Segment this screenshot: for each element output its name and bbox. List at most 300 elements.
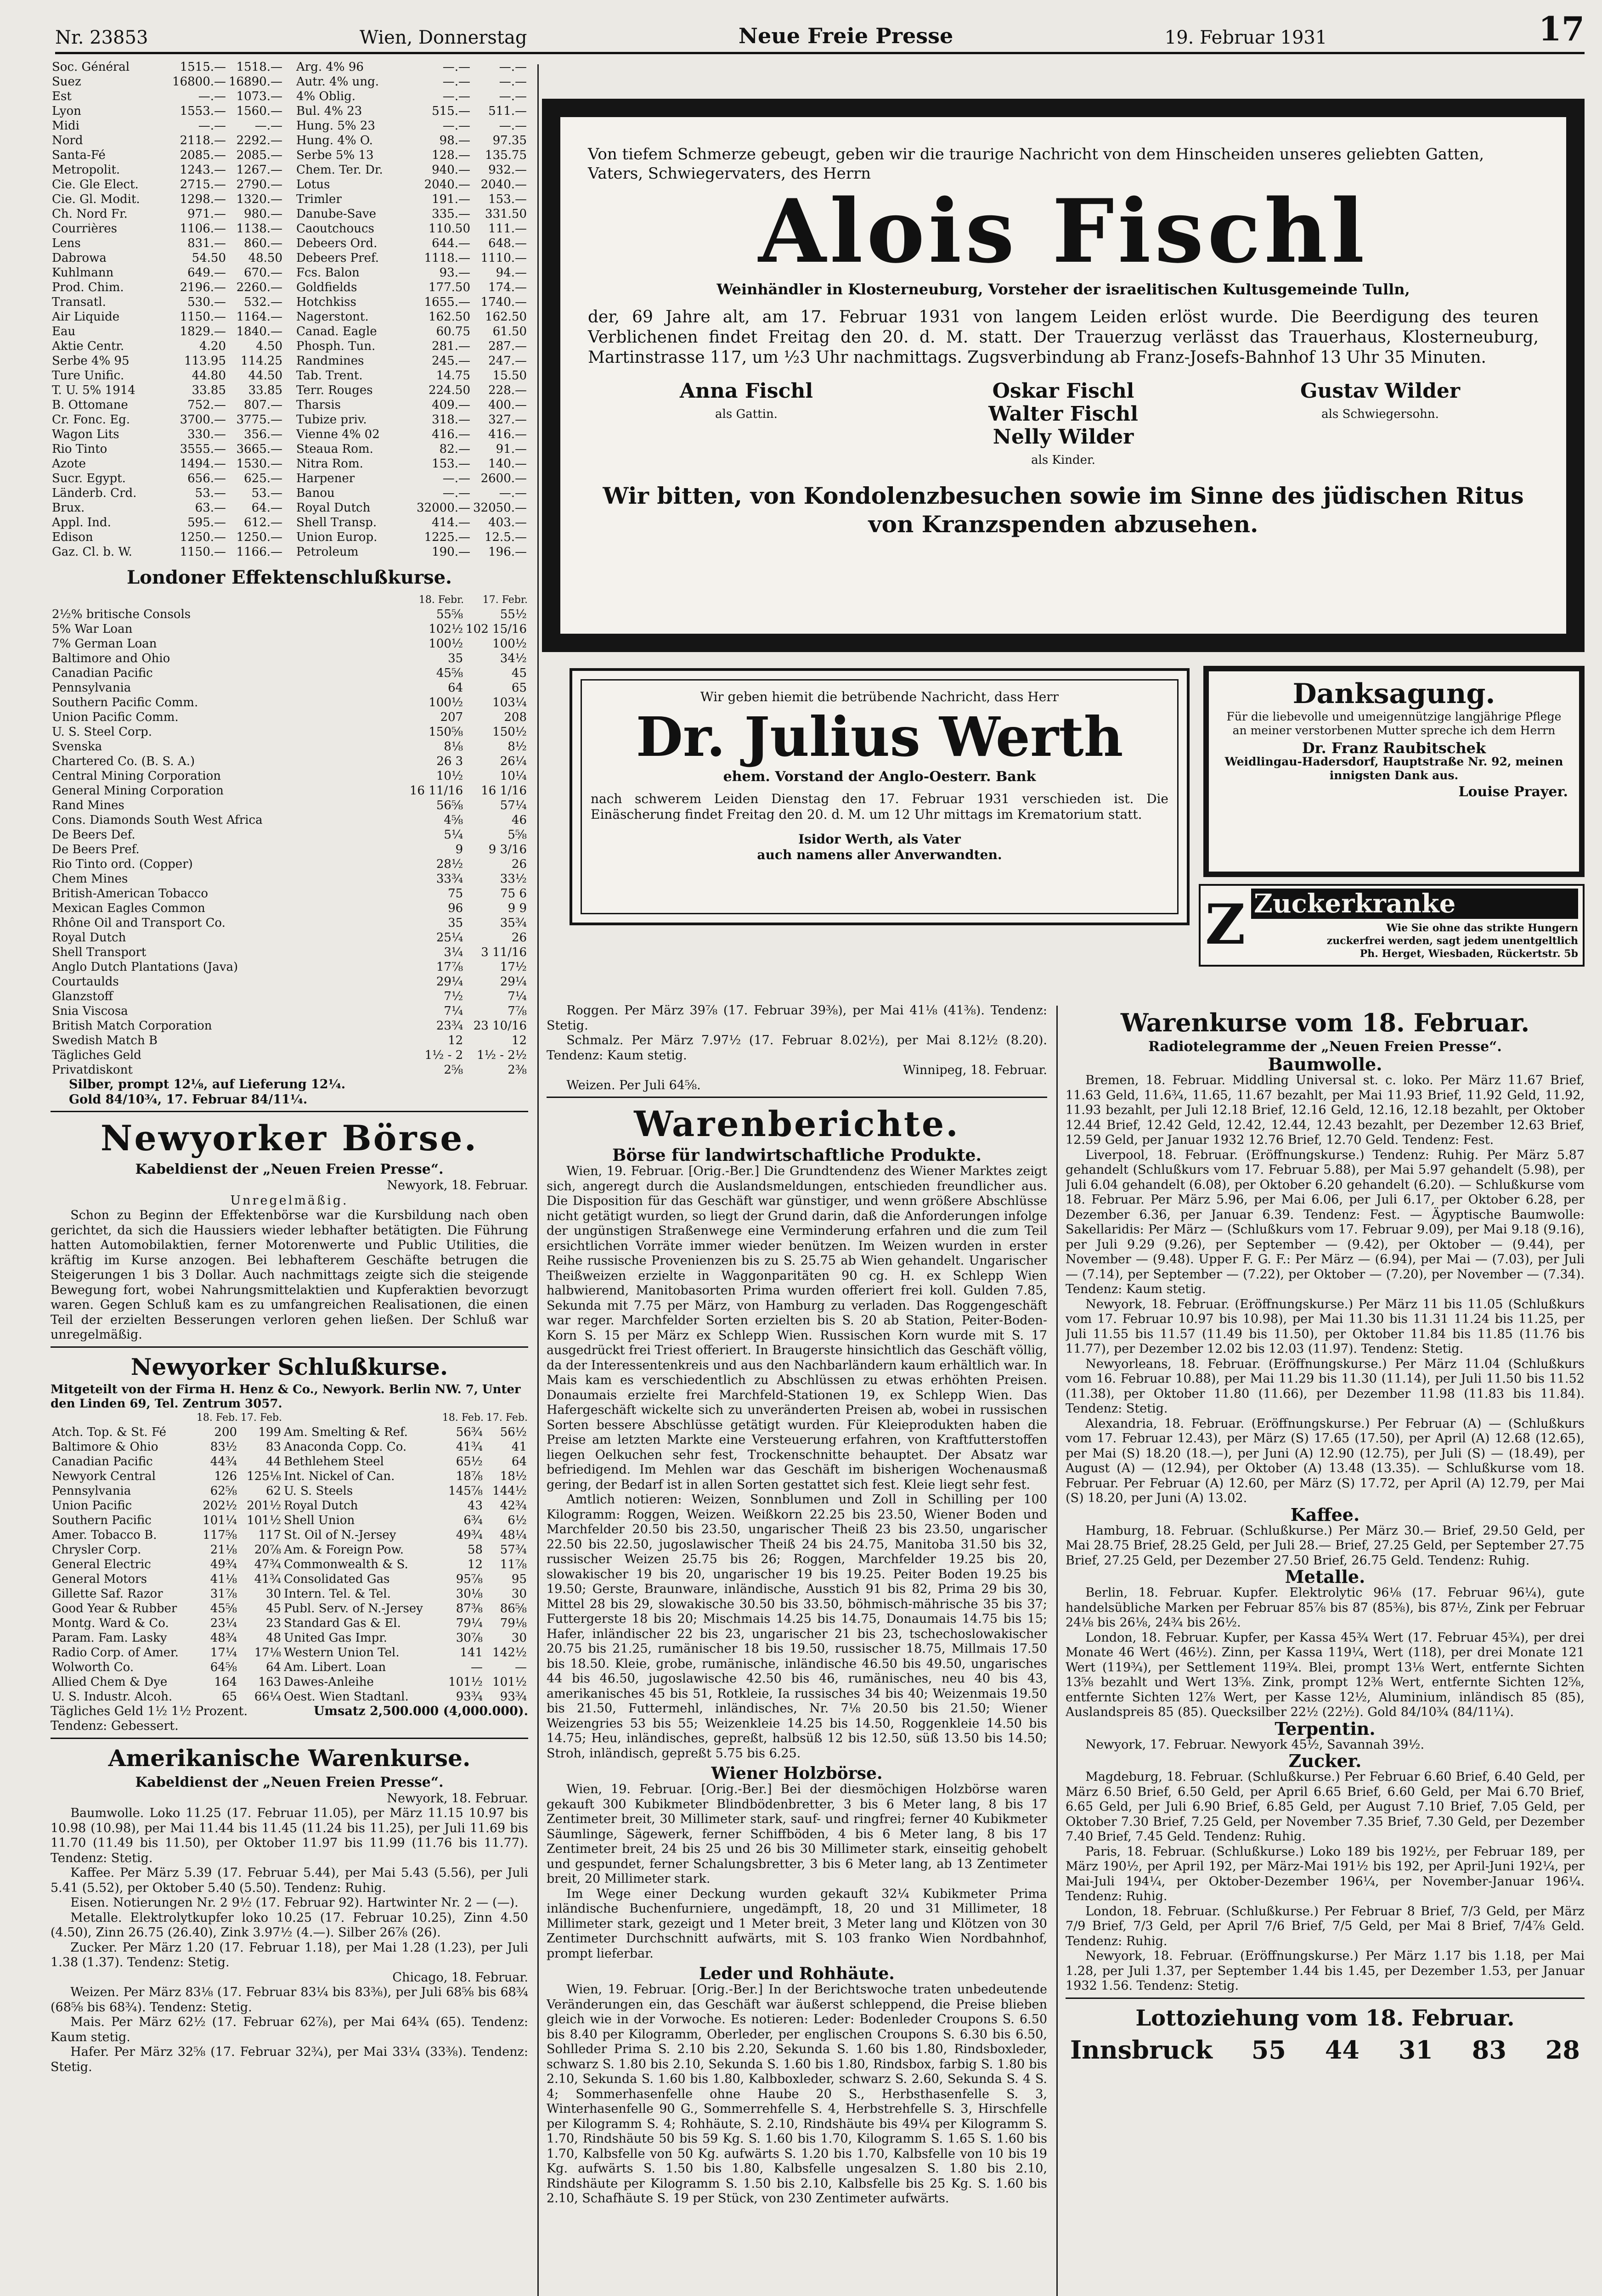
paris-b-value: 135.75	[485, 148, 527, 162]
paris-a-value: —.—	[254, 119, 282, 133]
rhs-title: Warenkurse vom 18. Februar.	[1120, 1008, 1530, 1037]
ny-label: Param. Fam. Lasky	[52, 1631, 167, 1645]
paris-a-value: 114.25	[241, 354, 282, 368]
london-value: 64	[448, 681, 463, 695]
am-zucker: Zucker. Per März 1.20 (17. Februar 1.18), per Mai 1.28 (1.23), per Juli 1.38 (1.37). Tendenz: Stetig.	[51, 1940, 528, 1970]
london-row	[51, 695, 528, 710]
paris-a-value: 1250.—	[180, 530, 226, 544]
london-row	[51, 681, 528, 695]
paris-a-value: 831.—	[187, 236, 226, 250]
obit1-body: der, 69 Jahre alt, am 17. Februar 1931 von langem Leiden erlöst wurde. Die Beerdigung des teuren Verblichenen findet Freitag den 20. d. M. statt. Der Trauerzug verlässt das Trauerhaus, Klosterneuburg, Martinstrasse 117, um ½3 Uhr nachmittags. Zugsverbindung ab Franz-Josefs-Bahnhof 13 Uhr 35 Minuten.	[588, 308, 1539, 367]
ny-label: Canadian Pacific	[52, 1454, 153, 1469]
paris-b-row	[295, 442, 528, 456]
divider	[51, 1346, 528, 1348]
paris-a-label: Dabrowa	[52, 251, 107, 265]
paris-b-row	[295, 545, 528, 559]
paris-b-row	[295, 471, 528, 486]
paris-a-value: 649.—	[187, 266, 226, 280]
lotto-title: Lottoziehung vom 18. Februar.	[1135, 2005, 1515, 2031]
paris-b-label: Harpener	[296, 472, 355, 485]
obit2-body: nach schwerem Leiden Dienstag den 17. Februar 1931 verschieden ist. Die Einäscherung findet Freitag den 20. d. M. um 12 Uhr mittags im Krematorium statt.	[591, 791, 1168, 822]
ny-schluss-title: Newyorker Schlußkurse.	[130, 1353, 448, 1380]
paris-b-value: 191.—	[432, 192, 471, 206]
ny-label: Pennsylvania	[52, 1484, 131, 1498]
danksagung-title: Danksagung.	[1292, 678, 1495, 710]
paris-b-value: 932.—	[488, 163, 527, 177]
paris-a-row	[51, 383, 284, 398]
paris-b-label: Chem. Ter. Dr.	[296, 163, 383, 177]
paris-a-label: Midi	[52, 119, 79, 133]
ny-label: Baltimore & Ohio	[52, 1440, 158, 1454]
ny-row	[51, 1601, 528, 1616]
paris-b-row	[295, 324, 528, 339]
paris-b-label: Caoutchoucs	[296, 222, 374, 236]
london-label: Cons. Diamonds South West Africa	[52, 813, 263, 827]
page-number: 17	[1538, 9, 1585, 48]
london-label: De Beers Pref.	[52, 843, 140, 856]
paris-a-label: Sucr. Egypt.	[52, 472, 126, 485]
ny-label: Amer. Tobacco B.	[52, 1528, 157, 1542]
london-label: Royal Dutch	[52, 931, 126, 945]
paris-b-value: 1110.—	[480, 251, 527, 265]
ny-value: 44	[265, 1454, 282, 1469]
paris-b-value: 2600.—	[480, 472, 527, 485]
ny-value: 95⅞	[456, 1572, 483, 1586]
ny-boerse-text: Schon zu Beginn der Effektenbörse war die Kursbildung nach oben gerichtet, da sich die Haussiers wieder lebhafter betätigten. Die Führung hatten Automobilaktien, ferner Motorenwerte und Public Utilities, die kräftig im Kurse anzogen. Bei lebhafterem Geschäfte betrugen die Steigerungen 1 bis 3 Dollar. Auch nachmittags zeigte sich die steigende Bewegung fort, wobei Nahrungsmittelaktien und Kupferaktien bevorzugt waren. Gegen Schluß kam es zu umfangreichen Realisationen, die einen Teil der erzielten Besserungen verloren gehen ließen. Der Schluß war unregelmäßig.	[51, 1208, 528, 1342]
ny-label: Newyork Central	[52, 1469, 156, 1483]
paris-a-value: 53.—	[251, 486, 282, 500]
paris-a-label: Metropolit.	[52, 163, 120, 177]
paris-a-value: 3665.—	[236, 442, 282, 456]
paris-b-label: Tharsis	[296, 398, 341, 412]
paris-a-value: 971.—	[187, 207, 226, 221]
paris-b-row	[295, 148, 528, 163]
london-value: 96	[448, 901, 463, 915]
rhs-hamburg: Hamburg, 18. Februar. (Schlußkurse.) Per März 30.— Brief, 29.50 Geld, per Mai 28.75 Brief, 28.25 Geld, per Juli 28.— Brief, 27.25 Geld, per September 27.75 Brief, 27.25 Geld, per Dezember 27.50 Brief, 26.75 Geld. Tendenz: Ruhig.	[1066, 1523, 1585, 1568]
ny-row	[51, 1454, 528, 1469]
paris-a-value: 33.85	[248, 383, 282, 397]
london-value: 2⅜	[508, 1063, 527, 1077]
ny-value: 79¼	[456, 1616, 483, 1630]
paris-b-row	[295, 89, 528, 104]
paris-a-value: 4.20	[199, 339, 226, 353]
london-label: Union Pacific Comm.	[52, 710, 179, 724]
london-value: 1½ - 2½	[477, 1048, 527, 1062]
paris-b-row	[295, 163, 528, 177]
ny-value: 95	[511, 1572, 527, 1586]
paris-a-label: Länderb. Crd.	[52, 486, 137, 500]
london-col1: 18. Febr.	[418, 594, 464, 606]
london-row	[51, 945, 528, 960]
paris-a-value: 2292.—	[236, 134, 282, 147]
ny-value: 49¾	[210, 1557, 237, 1571]
paris-a-value: 1106.—	[180, 222, 226, 236]
rhs-london-zucker: London, 18. Februar. (Schlußkurse.) Per Februar 8 Brief, 7/3 Geld, per März 7/9 Brief, 7/3 Geld, per April 7/6 Brief, 7/5 Geld, per Mai 8 Brief, 7/4⅞ Geld. Tendenz: Ruhig.	[1066, 1904, 1585, 1948]
paris-b-label: Petroleum	[296, 545, 359, 559]
paris-a-label: Soc. Général	[52, 60, 130, 74]
paris-b-row	[295, 530, 528, 545]
london-value: 75 6	[500, 887, 527, 900]
london-value: 35	[448, 652, 463, 665]
ny-boerse-title: Newyorker Börse.	[100, 1118, 479, 1159]
warenbericht-p1: Wien, 19. Februar. [Orig.-Ber.] Die Grundtendenz des Wiener Marktes zeigt sich, angeregt durch die Auslandsmeldungen, entschieden freundlicher aus. Die Disposition für das Geschäft war günstiger, und wenn größere Abschlüsse nicht getätigt wurden, so liegt der Grund darin, daß die Anforderungen infolge der ungünstigen Straßenwege eine Verminderung erfahren und die zum Teil ersichtlichen Vorräte immer wieder benützen. Im Weizen wurden in erster Reihe russische Provenienzen bis zu S. 25.75 ab Wien gehandelt. Ungarischer Theißweizen erzielte in Waggonparitäten 90 cg. H. ex Schlepp Wien halbwierend, Manitobasorten Prima wurden offeriert frei koll. Gulden 7.85, Sekunda mit 7.75 per März, von Hamburg zu verladen. Das Roggengeschäft war reger. Marchfelder Sorten erzielten bis S. 20 ab Station, Peiter-Boden-Korn S. 15 per März ex Schlepp Wien. Russischen Korn wurde mit S. 17 ausgedrückt frei Triest offeriert. In Braugerste hinsichtlich das Geschäft völlig, da der Interessentenkreis und aus den Nachbarländern kaum erhältlich war. In Mais kam es verschiedentlich zu Abschlüssen zu etwas erhöhten Preisen. Donaumais erzielte frei Marchfeld-Stationen 19, ex Schlepp Wien. Das Hafergeschäft wickelte sich zu unveränderten Preisen ab, wobei in russischen Sorten bessere Abschlüsse getätigt wurden. Für Kleieprodukten haben die Preise am letzten Markte eine Versteuerung erfahren, von Kraftfutterstoffen liegen Oelkuchen sehr fest, Trockenschnitte behauptet. Der Absatz war befriedigend. Im Mehlen war das Geschäft im bisherigen Wochenausmaß gering, der Bedarf ist in allen Sorten gestattet sich fest. Kleie liegt sehr fest.	[547, 1164, 1047, 1492]
ny-label: U. S. Industr. Alcoh.	[52, 1689, 173, 1704]
ny-label: Radio Corp. of Amer.	[52, 1645, 179, 1660]
ny-value: 145⅞	[448, 1484, 483, 1498]
paris-b-value: 32000.—	[417, 501, 471, 515]
paris-a-label: T. U. 5% 1914	[52, 383, 135, 397]
paris-a-label: Appl. Ind.	[52, 516, 111, 529]
ny-value: 202½	[203, 1498, 237, 1513]
paris-b-value: 414.—	[432, 516, 471, 529]
london-value: 45⅝	[436, 666, 463, 680]
paris-a-value: 980.—	[244, 207, 282, 221]
ny-value: 20⅞	[254, 1542, 282, 1557]
ny-value: 58	[467, 1542, 483, 1557]
paris-b-value: 416.—	[432, 428, 471, 441]
ny-label: Am. Smelting & Ref.	[284, 1425, 408, 1439]
ny-value: 87⅜	[456, 1601, 483, 1615]
paris-a-value: 1166.—	[236, 545, 282, 559]
london-label: 2½% britische Consols	[52, 608, 191, 621]
london-value: 4⅝	[444, 813, 463, 827]
london-row	[51, 666, 528, 681]
ny-row	[51, 1616, 528, 1631]
paris-a-row	[51, 442, 284, 456]
paris-b-label: Danube-Save	[296, 207, 377, 221]
ny-value: 83½	[210, 1440, 237, 1454]
warenbericht-title: Warenberichte.	[634, 1103, 960, 1144]
ny-value: 125⅛	[247, 1469, 282, 1483]
london-label: Central Mining Corporation	[52, 769, 221, 783]
paris-b-value: 287.—	[488, 339, 527, 353]
paris-b-value: 140.—	[488, 457, 527, 471]
ny-value: 57¾	[500, 1542, 527, 1557]
paris-b-value: 82.—	[439, 442, 471, 456]
paris-a-label: Nord	[52, 134, 83, 147]
paris-b-value: 94.—	[496, 266, 527, 280]
london-label: General Mining Corporation	[52, 784, 224, 798]
paris-a-row	[51, 74, 284, 89]
ny-row	[51, 1513, 528, 1528]
london-value: 100½	[492, 637, 527, 651]
am-waren-title: Amerikanische Warenkurse.	[108, 1744, 471, 1772]
ny-value: 41⅛	[210, 1572, 237, 1586]
london-value: 23 10/16	[473, 1019, 527, 1033]
ny-row	[51, 1587, 528, 1601]
paris-a-row	[51, 368, 284, 383]
paris-a-row	[51, 412, 284, 427]
london-row	[51, 754, 528, 769]
ny-value: 45⅝	[210, 1601, 237, 1615]
paris-b-value: 196.—	[488, 545, 527, 559]
roggen-text: Roggen. Per März 39⅞ (17. Februar 39⅜), per Mai 41⅛ (41⅜). Tendenz: Stetig.	[547, 1003, 1047, 1033]
paris-b-row	[295, 221, 528, 236]
ny-value: 6¾	[463, 1513, 483, 1527]
rhs-berlin: Berlin, 18. Februar. Kupfer. Elektrolytic 96⅛ (17. Februar 96¼), gute handelsübliche Marken per Februar 85⅞ bis 87 (85⅜), bis 87½, Zink per Februar 24⅛ bis 26⅛, 24¾ bis 26½.	[1066, 1586, 1585, 1630]
ny-value: 201½	[247, 1498, 282, 1513]
london-value: 7¼	[508, 990, 527, 1003]
zucker-line2: zuckerfrei werden, sagt jedem unentgeltlich	[1326, 935, 1578, 947]
paris-a-value: 1138.—	[236, 222, 282, 236]
paris-b-value: 247.—	[488, 354, 527, 368]
london-value: 3¼	[444, 945, 463, 959]
ny-value: 48¾	[210, 1631, 237, 1645]
paris-b-label: Phosph. Tun.	[296, 339, 376, 353]
london-value: 150⅝	[429, 725, 463, 739]
paris-b-row	[295, 412, 528, 427]
paris-a-label: B. Ottomane	[52, 398, 128, 412]
lotto-row	[1066, 2034, 1585, 2066]
zucker-copy	[1256, 922, 1578, 960]
paris-a-value: 625.—	[244, 472, 282, 485]
divider	[547, 1097, 1047, 1098]
page-header	[55, 5, 1585, 54]
masthead: Neue Freie Presse	[738, 23, 953, 48]
ny-value: 142½	[492, 1645, 527, 1660]
column-rule	[1056, 1006, 1058, 2296]
paris-a-value: 33.85	[192, 383, 226, 397]
london-value: 9 3/16	[488, 843, 527, 856]
paris-b-label: Union Europ.	[296, 530, 378, 544]
london-value: 3 11/16	[481, 945, 527, 959]
ny-row	[51, 1631, 528, 1645]
paris-b-value: 245.—	[432, 354, 471, 368]
mourner-anna: Anna Fischl	[679, 379, 813, 403]
ny-value: 64⅝	[210, 1660, 237, 1674]
paris-b-row	[295, 280, 528, 295]
ny-label: Intern. Tel. & Tel.	[284, 1587, 391, 1601]
london-label: Privatdiskont	[52, 1063, 133, 1077]
london-label: Snia Viscosa	[52, 1004, 128, 1018]
london-row	[51, 1033, 528, 1048]
paris-b-label: Nitra Rom.	[296, 457, 363, 471]
obit2-sign1: Isidor Werth, als Vater	[798, 832, 961, 847]
paris-b-row	[295, 354, 528, 368]
paris-a-value: 595.—	[187, 516, 226, 529]
paris-a-label: Gaz. Cl. b. W.	[52, 545, 132, 559]
paris-a-value: 113.95	[184, 354, 226, 368]
paris-b-label: Autr. 4% ung.	[296, 75, 379, 89]
right-column	[1066, 1003, 1585, 2296]
paris-b-value: 93.—	[439, 266, 471, 280]
paris-a-value: 1267.—	[236, 163, 282, 177]
rhs-subtitle: Radiotelegramme der „Neuen Freien Presse“.	[1148, 1039, 1502, 1055]
london-row	[51, 989, 528, 1004]
london-row	[51, 857, 528, 872]
london-value: 25¼	[436, 931, 463, 945]
paris-a-label: Serbe 4% 95	[52, 354, 130, 368]
zucker-line3: Ph. Herget, Wiesbaden, Rückertstr. 5b	[1359, 948, 1578, 960]
london-value: 103¼	[492, 696, 527, 709]
paris-a-label: Ture Unific.	[52, 369, 124, 383]
london-value: 7¼	[444, 1004, 463, 1018]
paris-a-label: Rio Tinto	[52, 442, 107, 456]
paris-b-value: —.—	[442, 472, 471, 485]
ny-value: 43	[467, 1498, 483, 1513]
ny-value: 200	[214, 1425, 237, 1439]
london-col2: 17. Febr.	[482, 594, 528, 606]
paris-a-value: 532.—	[244, 295, 282, 309]
danksagung-sign: Louise Prayer.	[1458, 784, 1568, 800]
obit2-sign2: auch namens aller Anverwandten.	[757, 847, 1002, 862]
ny-label: Publ. Serv. of N.-Jersey	[284, 1601, 423, 1615]
ny-value: 56½	[500, 1425, 527, 1439]
london-label: Southern Pacific Comm.	[52, 696, 198, 709]
paris-a-label: Courrières	[52, 222, 118, 236]
london-value: 17⅞	[436, 960, 463, 974]
paris-b-label: Royal Dutch	[296, 501, 371, 515]
london-value: 26¼	[500, 754, 527, 768]
paris-a-row	[51, 163, 284, 177]
paris-b-label: Tubize priv.	[296, 413, 367, 427]
ny-row	[51, 1484, 528, 1498]
paris-b-label: Goldfields	[296, 281, 357, 294]
london-value: 33¾	[436, 872, 463, 886]
paris-a-label: Lens	[52, 236, 81, 250]
ny-value: 18⅞	[456, 1469, 483, 1483]
paris-b-label: 4% Oblig.	[296, 90, 356, 103]
paris-a-value: 1073.—	[236, 90, 282, 103]
london-value: 5⅝	[508, 828, 527, 842]
ny-value: —	[471, 1660, 483, 1674]
paris-b-value: 281.—	[432, 339, 471, 353]
am-mais: Mais. Per März 62½ (17. Februar 62⅞), per Mai 64¾ (65). Tendenz: Kaum stetig.	[51, 2015, 528, 2044]
paris-table-b	[295, 60, 528, 559]
london-value: 7½	[444, 990, 463, 1003]
ny-umsatz: Umsatz 2,500.000 (4,000.000).	[314, 1704, 528, 1718]
ny-value: 17¼	[210, 1645, 237, 1660]
paris-a-label: Cie. Gle Elect.	[52, 178, 139, 191]
paris-a-value: 54.50	[192, 251, 226, 265]
ny-label: Royal Dutch	[284, 1498, 358, 1513]
paris-a-label: Brux.	[52, 501, 85, 515]
paris-b-value: 318.—	[432, 413, 471, 427]
paris-a-row	[51, 486, 284, 501]
london-value: 102½	[429, 622, 463, 636]
paris-a-row	[51, 133, 284, 148]
paris-a-value: 1518.—	[236, 60, 282, 74]
paris-a-label: Wagon Lits	[52, 428, 119, 441]
rhs-sec-baumwolle: Baumwolle.	[1268, 1054, 1382, 1075]
london-value: 16 11/16	[409, 784, 463, 798]
ny-value: 30	[265, 1587, 282, 1601]
paris-b-value: 174.—	[488, 281, 527, 294]
paris-b-row	[295, 310, 528, 324]
london-row	[51, 651, 528, 666]
paris-a-value: 330.—	[187, 428, 226, 441]
ny-value: 18½	[500, 1469, 527, 1483]
london-value: 100½	[429, 637, 463, 651]
ny-label: Good Year & Rubber	[52, 1601, 177, 1615]
london-value: 12	[448, 1034, 463, 1047]
paris-a-value: 48.50	[248, 251, 282, 265]
paris-a-value: 807.—	[244, 398, 282, 412]
paris-b-row	[295, 295, 528, 310]
ny-label: Atch. Top. & St. Fé	[52, 1425, 166, 1439]
paris-a-value: 752.—	[187, 398, 226, 412]
ny-row	[51, 1469, 528, 1484]
paris-a-value: 860.—	[244, 236, 282, 250]
london-silver: Silber, prompt 12⅛, auf Lieferung 12¼.	[69, 1077, 346, 1092]
london-value: 35	[448, 916, 463, 930]
paris-b-value: —.—	[499, 90, 527, 103]
lotto-number: 83	[1472, 2035, 1506, 2065]
paris-b-row	[295, 456, 528, 471]
london-row	[51, 886, 528, 901]
am-waren-place: Newyork, 18. Februar.	[387, 1791, 528, 1806]
london-label: Canadian Pacific	[52, 666, 153, 680]
paris-b-label: Fcs. Balon	[296, 266, 360, 280]
paris-b-value: 111.—	[488, 222, 527, 236]
rhs-sec-terpentin: Terpentin.	[1275, 1718, 1376, 1739]
ny-value: 44¾	[210, 1454, 237, 1469]
paris-a-value: —.—	[198, 90, 226, 103]
paris-a-value: 2196.—	[180, 281, 226, 294]
paris-course-list	[51, 60, 528, 559]
am-baumwolle: Baumwolle. Loko 11.25 (17. Februar 11.05), per März 11.15 10.97 bis 10.98 (10.98), per Mai 11.44 bis 11.45 (11.24 bis 11.25), per Juli 11.69 bis 11.70 (11.49 bis 11.50), per Oktober 11.97 bis 11.99 (11.76 bis 11.77). Tendenz: Stetig.	[51, 1806, 528, 1865]
paris-a-label: Santa-Fé	[52, 148, 106, 162]
london-value: 9 9	[508, 901, 527, 915]
paris-b-label: Hung. 5% 23	[296, 119, 375, 133]
paris-a-label: Suez	[52, 75, 81, 89]
paris-a-row	[51, 60, 284, 74]
paris-b-row	[295, 383, 528, 398]
paris-a-row	[51, 456, 284, 471]
london-header-row	[51, 593, 528, 607]
paris-a-value: 1560.—	[236, 104, 282, 118]
ny-value: 48	[265, 1631, 282, 1645]
paris-b-value: 403.—	[488, 516, 527, 529]
ny-value: 49¾	[456, 1528, 483, 1542]
divider	[1066, 1998, 1585, 1999]
paris-b-value: —.—	[499, 75, 527, 89]
paris-b-value: 177.50	[429, 281, 471, 294]
divider	[51, 1111, 528, 1112]
paris-a-value: 1494.—	[180, 457, 226, 471]
london-value: 26	[511, 931, 527, 945]
ny-label: Consolidated Gas	[284, 1572, 390, 1586]
london-value: 29¼	[500, 975, 527, 989]
london-row	[51, 1004, 528, 1019]
paris-a-value: 356.—	[244, 428, 282, 441]
ny-row	[51, 1557, 528, 1572]
ny-label: Anaconda Copp. Co.	[284, 1440, 407, 1454]
ny-value: 62⅝	[210, 1484, 237, 1498]
paris-b-value: 409.—	[432, 398, 471, 412]
obit1-plea: Wir bitten, von Kondolenzbesuchen sowie im Sinne des jüdischen Ritus von Kranzspenden abzusehen.	[603, 482, 1524, 538]
paris-b-row	[295, 74, 528, 89]
paris-b-row	[295, 236, 528, 251]
ny-value: 56¾	[456, 1425, 483, 1439]
london-label: Chartered Co. (B. S. A.)	[52, 754, 195, 768]
paris-a-row	[51, 471, 284, 486]
ny-row	[51, 1645, 528, 1660]
london-row	[51, 798, 528, 813]
obit1-mourners	[588, 380, 1539, 472]
paris-b-value: 128.—	[432, 148, 471, 162]
london-label: Baltimore and Ohio	[52, 652, 170, 665]
ny-label: Union Pacific	[52, 1498, 132, 1513]
london-value: 75	[448, 887, 463, 900]
paris-a-row	[51, 280, 284, 295]
paris-a-label: Azote	[52, 457, 86, 471]
london-label: 5% War Loan	[52, 622, 133, 636]
paris-b-value: —.—	[499, 119, 527, 133]
paris-b-value: 32050.—	[473, 501, 527, 515]
am-hafer: Hafer. Per März 32⅝ (17. Februar 32¾), per Mai 33¼ (33⅜). Tendenz: Stetig.	[51, 2045, 528, 2074]
ny-label: Western Union Tel.	[284, 1645, 400, 1660]
